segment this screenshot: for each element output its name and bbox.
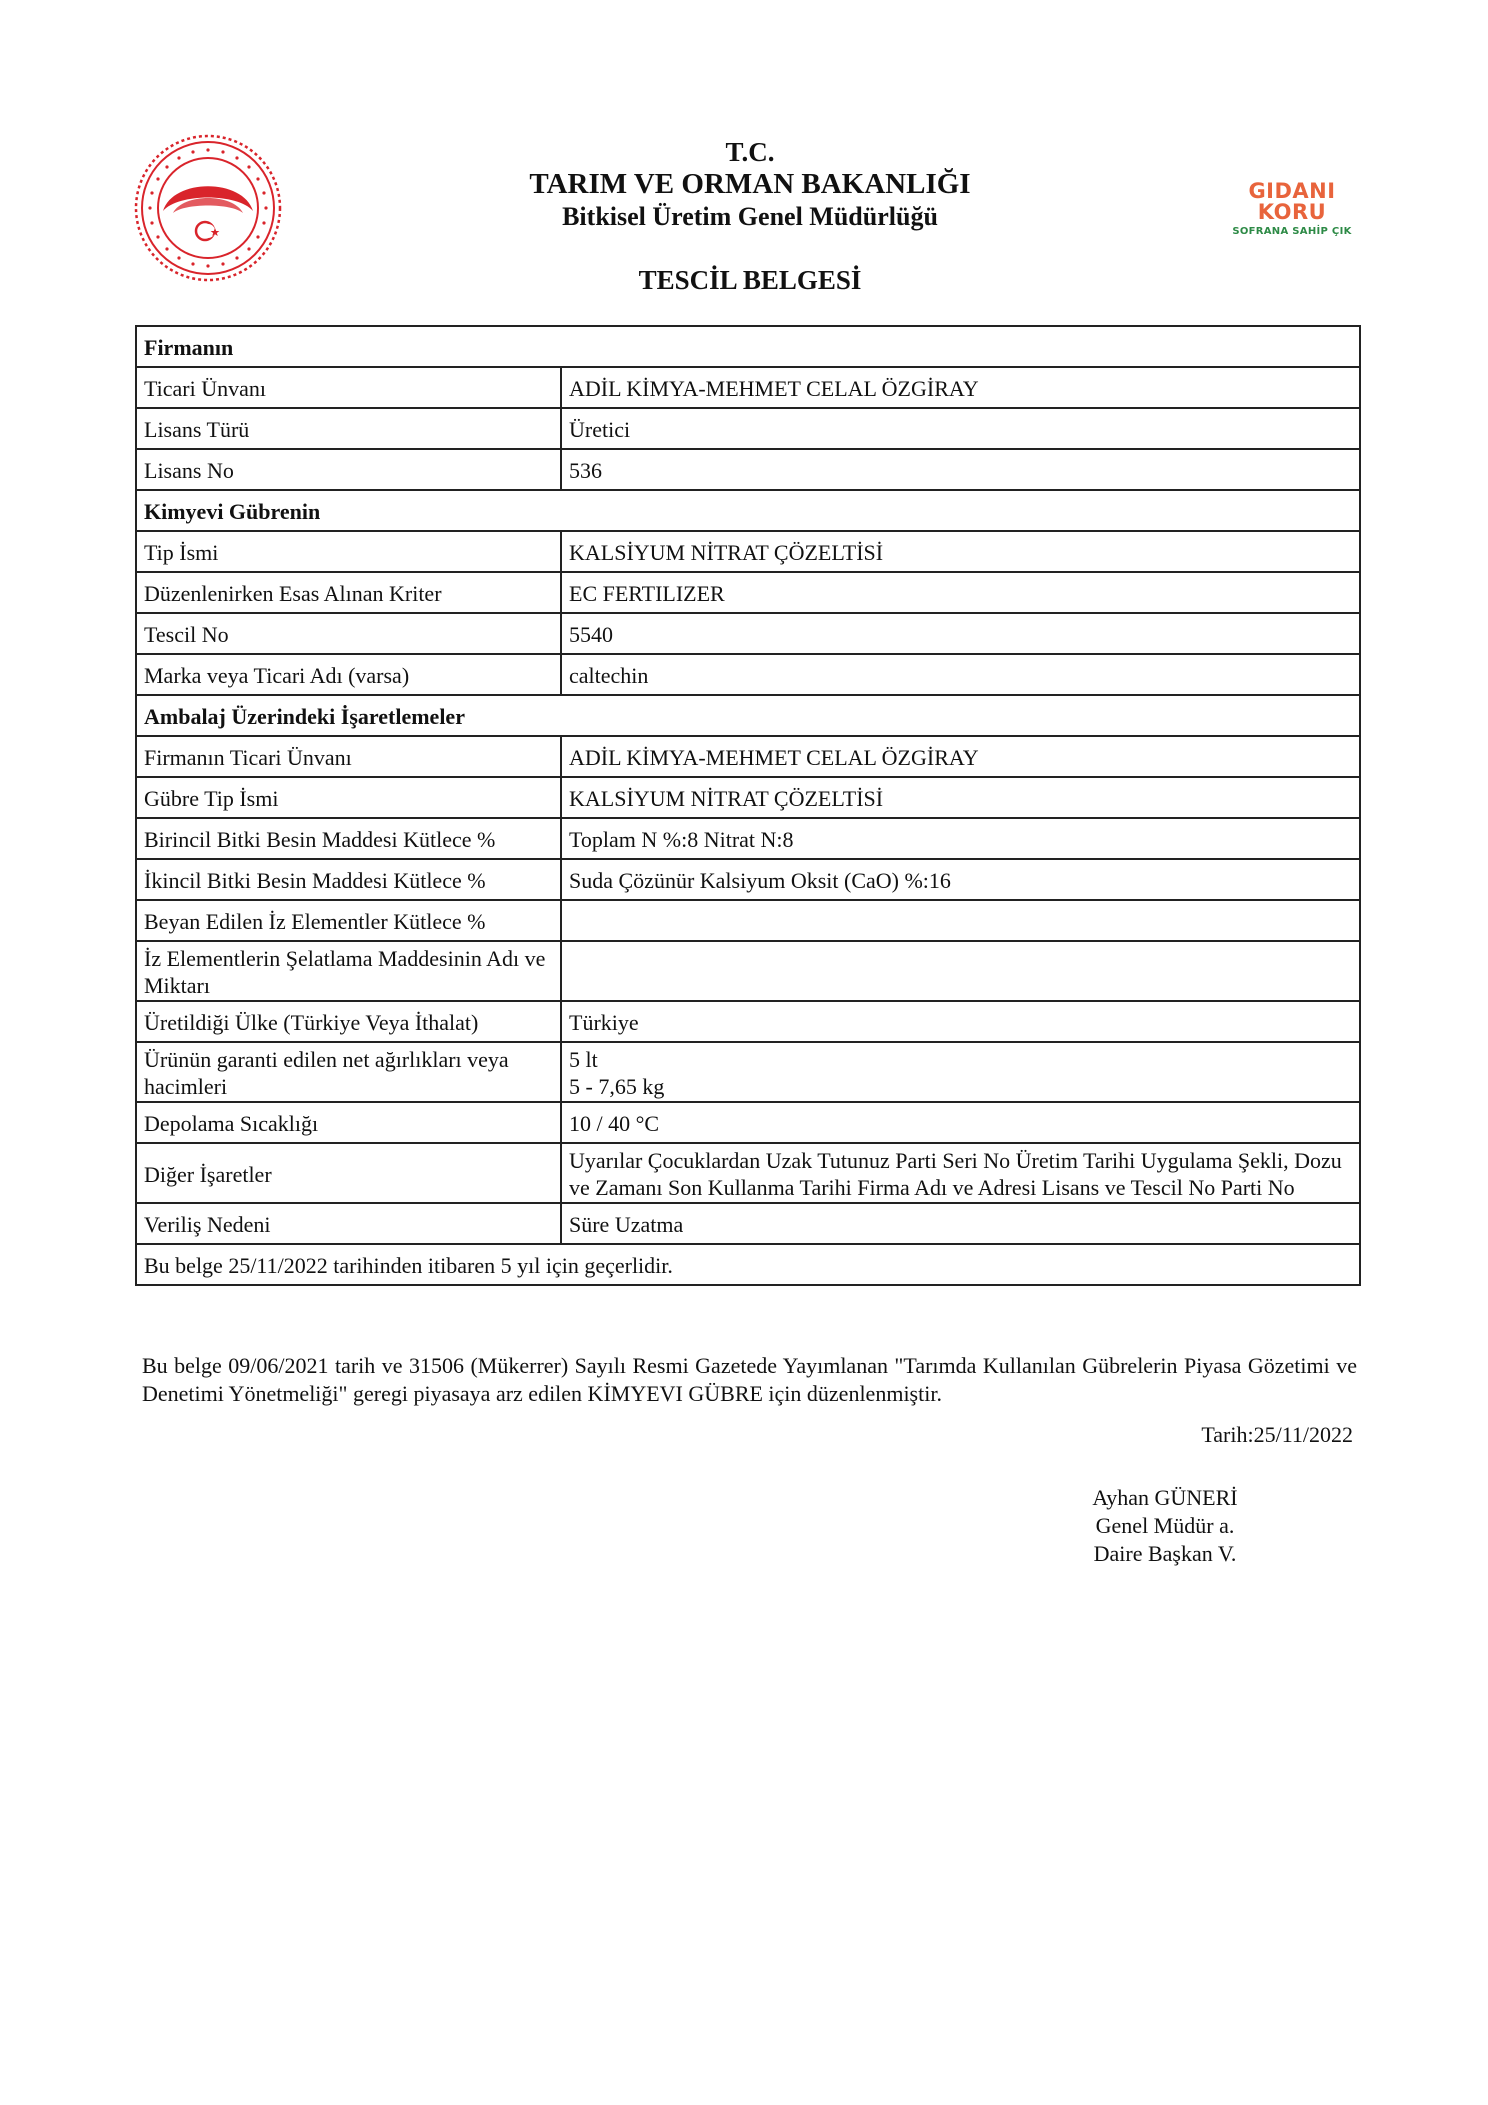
field-label: Düzenlenirken Esas Alınan Kriter bbox=[136, 572, 561, 613]
table-row bbox=[136, 818, 1360, 859]
field-label: Tescil No bbox=[136, 613, 561, 654]
ministry-seal-icon bbox=[133, 133, 283, 283]
field-value: Türkiye bbox=[561, 1001, 1360, 1042]
table-row bbox=[136, 1203, 1360, 1244]
section-title-packaging: Ambalaj Üzerindeki İşaretlemeler bbox=[136, 695, 1360, 736]
field-label: İkincil Bitki Besin Maddesi Kütlece % bbox=[136, 859, 561, 900]
field-value: 536 bbox=[561, 449, 1360, 490]
table-row bbox=[136, 1042, 1360, 1102]
field-label: Lisans Türü bbox=[136, 408, 561, 449]
table-row bbox=[136, 654, 1360, 695]
table-row bbox=[136, 613, 1360, 654]
section-title-company: Firmanın bbox=[136, 326, 1360, 367]
table-row bbox=[136, 941, 1360, 1001]
field-label: Diğer İşaretler bbox=[136, 1143, 561, 1203]
table-row bbox=[136, 859, 1360, 900]
field-value: Suda Çözünür Kalsiyum Oksit (CaO) %:16 bbox=[561, 859, 1360, 900]
field-value: ADİL KİMYA-MEHMET CELAL ÖZGİRAY bbox=[561, 736, 1360, 777]
section-title-fertilizer: Kimyevi Gübrenin bbox=[136, 490, 1360, 531]
table-row bbox=[136, 1102, 1360, 1143]
field-label: Depolama Sıcaklığı bbox=[136, 1102, 561, 1143]
table-row bbox=[136, 1143, 1360, 1203]
brand-tagline: SOFRANA SAHİP ÇIK bbox=[1232, 226, 1352, 237]
net-volume: 5 lt bbox=[569, 1047, 598, 1072]
field-value bbox=[561, 900, 1360, 941]
field-label: İz Elementlerin Şelatlama Maddesinin Adı ve Miktarı bbox=[136, 941, 561, 1001]
field-label: Veriliş Nedeni bbox=[136, 1203, 561, 1244]
field-value: KALSİYUM NİTRAT ÇÖZELTİSİ bbox=[561, 531, 1360, 572]
table-row bbox=[136, 531, 1360, 572]
field-value: Üretici bbox=[561, 408, 1360, 449]
table-row bbox=[136, 449, 1360, 490]
brand-name: GIDANI KORU bbox=[1248, 179, 1336, 224]
table-row bbox=[136, 736, 1360, 777]
field-value: caltechin bbox=[561, 654, 1360, 695]
table-row bbox=[136, 367, 1360, 408]
field-label: Lisans No bbox=[136, 449, 561, 490]
table-row bbox=[136, 1001, 1360, 1042]
signatory-title: Genel Müdür a. bbox=[1095, 1513, 1235, 1538]
field-value bbox=[561, 1042, 1360, 1102]
field-value: Süre Uzatma bbox=[561, 1203, 1360, 1244]
registration-table bbox=[135, 325, 1361, 1286]
field-label: Ürünün garanti edilen net ağırlıkları veya hacimleri bbox=[136, 1042, 561, 1102]
signatory-title: Daire Başkan V. bbox=[1093, 1541, 1237, 1566]
field-label: Birincil Bitki Besin Maddesi Kütlece % bbox=[136, 818, 561, 859]
table-row bbox=[136, 408, 1360, 449]
field-label: Firmanın Ticari Ünvanı bbox=[136, 736, 561, 777]
header-line-2: TARIM VE ORMAN BAKANLIĞI bbox=[529, 168, 971, 200]
validity-text: Bu belge 25/11/2022 tarihinden itibaren 5 yıl için geçerlidir. bbox=[136, 1244, 1360, 1285]
net-weight: 5 - 7,65 kg bbox=[569, 1074, 665, 1099]
validity-row bbox=[136, 1244, 1360, 1285]
table-row bbox=[136, 777, 1360, 818]
field-label: Gübre Tip İsmi bbox=[136, 777, 561, 818]
section-row-company bbox=[136, 326, 1360, 367]
field-value: 5540 bbox=[561, 613, 1360, 654]
issue-date: Tarih:25/11/2022 bbox=[1201, 1422, 1353, 1447]
field-value: KALSİYUM NİTRAT ÇÖZELTİSİ bbox=[561, 777, 1360, 818]
field-label: Tip İsmi bbox=[136, 531, 561, 572]
brand-logo bbox=[1212, 181, 1372, 237]
table-row bbox=[136, 572, 1360, 613]
field-value: 10 / 40 °C bbox=[561, 1102, 1360, 1143]
field-label: Beyan Edilen İz Elementler Kütlece % bbox=[136, 900, 561, 941]
field-value: EC FERTILIZER bbox=[561, 572, 1360, 613]
signature-block bbox=[1040, 1484, 1290, 1568]
field-label: Marka veya Ticari Adı (varsa) bbox=[136, 654, 561, 695]
table-row bbox=[136, 900, 1360, 941]
signatory-name: Ayhan GÜNERİ bbox=[1092, 1485, 1238, 1510]
section-row-fertilizer bbox=[136, 490, 1360, 531]
document-title: TESCİL BELGESİ bbox=[638, 265, 862, 295]
header-line-1: T.C. bbox=[725, 137, 775, 167]
field-value: Toplam N %:8 Nitrat N:8 bbox=[561, 818, 1360, 859]
field-label: Ticari Ünvanı bbox=[136, 367, 561, 408]
section-row-packaging bbox=[136, 695, 1360, 736]
field-label: Üretildiği Ülke (Türkiye Veya İthalat) bbox=[136, 1001, 561, 1042]
field-value bbox=[561, 941, 1360, 1001]
regulation-note: Bu belge 09/06/2021 tarih ve 31506 (Mükerrer) Sayılı Resmi Gazetede Yayımlanan "Tarımda Kullanılan Gübrelerin Piyasa Gözetimi ve Denetimi Yönetmeliği" geregi piyasaya arz edilen KİMYEVI GÜBRE için düzenlenmiştir. bbox=[142, 1353, 1357, 1406]
document-header bbox=[400, 136, 1100, 232]
header-line-3: Bitkisel Üretim Genel Müdürlüğü bbox=[562, 202, 938, 231]
field-value: Uyarılar Çocuklardan Uzak Tutunuz Parti Seri No Üretim Tarihi Uygulama Şekli, Dozu ve Zamanı Son Kullanma Tarihi Firma Adı ve Adresi Lisans ve Tescil No Parti No bbox=[561, 1143, 1360, 1203]
field-value: ADİL KİMYA-MEHMET CELAL ÖZGİRAY bbox=[561, 367, 1360, 408]
